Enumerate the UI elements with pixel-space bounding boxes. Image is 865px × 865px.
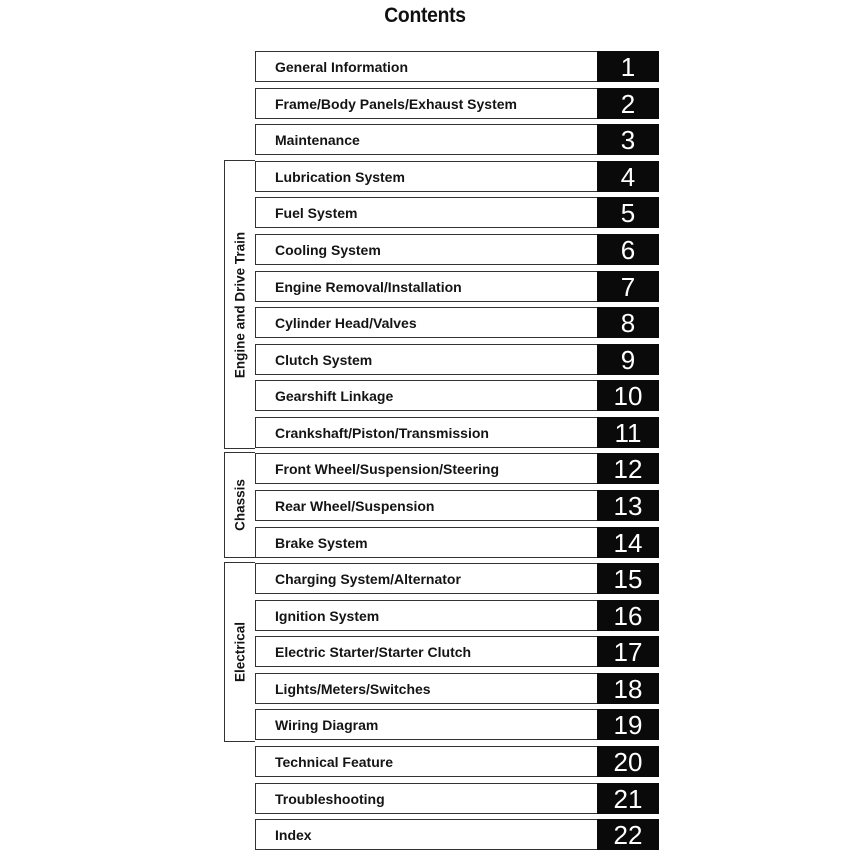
section-row-technical-feature[interactable] (255, 746, 659, 777)
section-label: Lights/Meters/Switches (255, 673, 597, 704)
section-label: Troubleshooting (255, 783, 597, 814)
section-number-tab: 12 (597, 453, 659, 484)
section-row-cooling-system[interactable] (255, 234, 659, 265)
section-number-tab: 13 (597, 490, 659, 521)
section-number-tab: 21 (597, 783, 659, 814)
section-row-lubrication-system[interactable] (255, 161, 659, 192)
section-number-tab: 17 (597, 636, 659, 667)
section-row-frame-body-panels-exhaust[interactable] (255, 88, 659, 119)
section-row-rear-wheel-suspension[interactable] (255, 490, 659, 521)
section-label: Maintenance (255, 124, 597, 155)
section-row-troubleshooting[interactable] (255, 783, 659, 814)
section-number-tab: 22 (597, 819, 659, 850)
section-row-engine-removal-installation[interactable] (255, 271, 659, 302)
section-label: Lubrication System (255, 161, 597, 192)
section-row-general-information[interactable] (255, 51, 659, 82)
section-row-clutch-system[interactable] (255, 344, 659, 375)
section-label: Brake System (255, 527, 597, 558)
group-electrical (224, 562, 255, 742)
section-number-tab: 10 (597, 380, 659, 411)
section-label: Fuel System (255, 197, 597, 228)
section-number-tab: 9 (597, 344, 659, 375)
section-row-lights-meters-switches[interactable] (255, 673, 659, 704)
group-engine-and-drive-train (224, 160, 255, 449)
section-row-fuel-system[interactable] (255, 197, 659, 228)
section-label: Wiring Diagram (255, 709, 597, 740)
section-row-maintenance[interactable] (255, 124, 659, 155)
section-number-tab: 6 (597, 234, 659, 265)
section-number-tab: 20 (597, 746, 659, 777)
section-number-tab: 16 (597, 600, 659, 631)
section-label: Charging System/Alternator (255, 563, 597, 594)
section-row-gearshift-linkage[interactable] (255, 380, 659, 411)
group-chassis (224, 452, 255, 558)
section-label: Front Wheel/Suspension/Steering (255, 453, 597, 484)
section-label: Frame/Body Panels/Exhaust System (255, 88, 597, 119)
section-row-cylinder-head-valves[interactable] (255, 307, 659, 338)
section-row-wiring-diagram[interactable] (255, 709, 659, 740)
section-label: Cylinder Head/Valves (255, 307, 597, 338)
page-title: Contents (384, 4, 466, 27)
section-label: Gearshift Linkage (255, 380, 597, 411)
section-label: General Information (255, 51, 597, 82)
section-number-tab: 1 (597, 51, 659, 82)
group-label: Chassis (232, 479, 248, 531)
section-label: Crankshaft/Piston/Transmission (255, 417, 597, 448)
section-number-tab: 3 (597, 124, 659, 155)
section-number-tab: 7 (597, 271, 659, 302)
section-number-tab: 15 (597, 563, 659, 594)
section-number-tab: 2 (597, 88, 659, 119)
section-label: Rear Wheel/Suspension (255, 490, 597, 521)
section-number-tab: 14 (597, 527, 659, 558)
section-number-tab: 19 (597, 709, 659, 740)
section-label: Technical Feature (255, 746, 597, 777)
section-label: Engine Removal/Installation (255, 271, 597, 302)
section-label: Cooling System (255, 234, 597, 265)
section-row-charging-system-alternator[interactable] (255, 563, 659, 594)
section-row-crankshaft-piston-transmission[interactable] (255, 417, 659, 448)
section-row-electric-starter-starter-clutch[interactable] (255, 636, 659, 667)
section-row-ignition-system[interactable] (255, 600, 659, 631)
section-label: Ignition System (255, 600, 597, 631)
section-number-tab: 11 (597, 417, 659, 448)
section-number-tab: 18 (597, 673, 659, 704)
section-label: Electric Starter/Starter Clutch (255, 636, 597, 667)
group-label: Engine and Drive Train (232, 231, 248, 378)
section-row-front-wheel-suspension-steering[interactable] (255, 453, 659, 484)
section-number-tab: 8 (597, 307, 659, 338)
group-label: Electrical (232, 621, 248, 683)
section-number-tab: 4 (597, 161, 659, 192)
section-row-index[interactable] (255, 819, 659, 850)
section-number-tab: 5 (597, 197, 659, 228)
section-row-brake-system[interactable] (255, 527, 659, 558)
section-label: Index (255, 819, 597, 850)
section-label: Clutch System (255, 344, 597, 375)
